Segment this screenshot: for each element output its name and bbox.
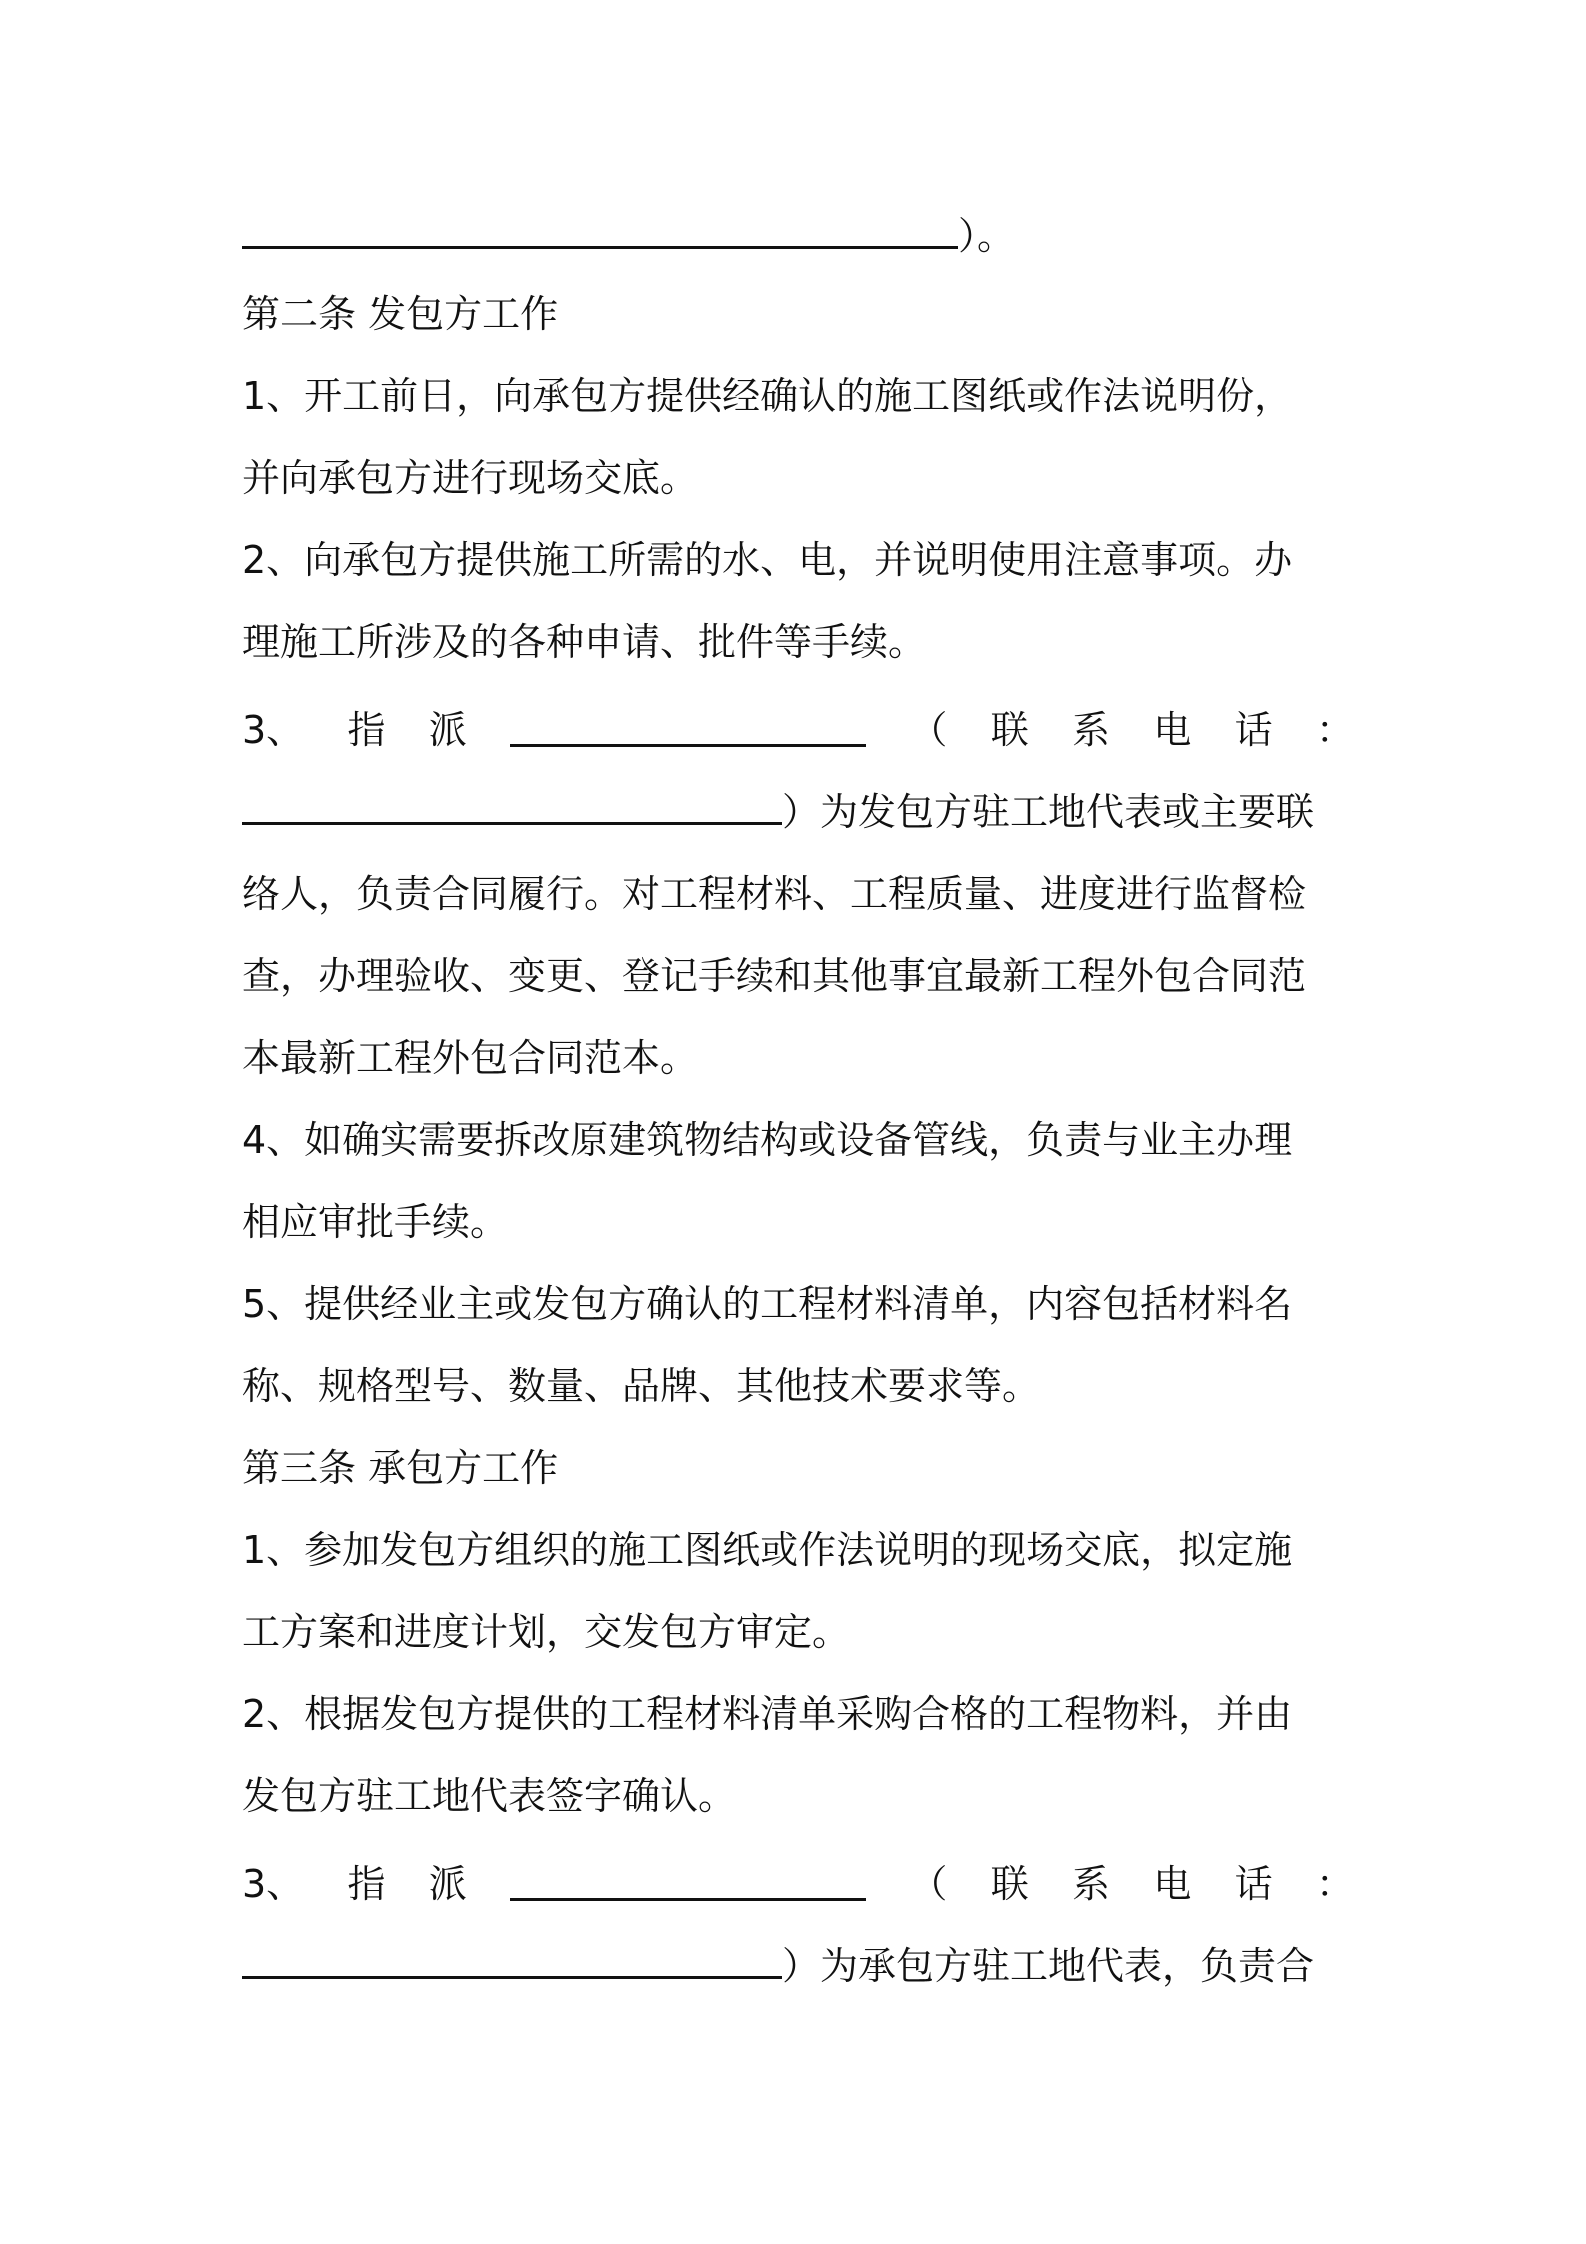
text-line-justified xyxy=(242,1854,1354,1914)
text-line: 工方案和进度计划，交发包方审定。 xyxy=(242,1610,851,1654)
text-line xyxy=(242,1936,1354,1996)
text-line: 理施工所涉及的各种申请、批件等手续。 xyxy=(242,620,927,664)
text-line xyxy=(242,782,1354,842)
open-paren: （ xyxy=(909,708,948,752)
text-line: 1、开工前日，向承包方提供经确认的施工图纸或作法说明份， xyxy=(242,374,1293,418)
word: 系 xyxy=(1072,708,1111,752)
text-line-justified xyxy=(242,700,1354,760)
word: 电 xyxy=(1153,1862,1192,1906)
word: 话 xyxy=(1234,1862,1273,1906)
name-blank xyxy=(510,714,866,747)
text-line: 查，办理验收、变更、登记手续和其他事宜最新工程外包合同范 xyxy=(242,954,1307,998)
text-segment: ）为发包方驻工地代表或主要联 xyxy=(782,790,1315,834)
text-line: 称、规格型号、数量、品牌、其他技术要求等。 xyxy=(242,1364,1041,1408)
item-number: 3、 xyxy=(242,1862,305,1906)
colon: ： xyxy=(1315,708,1354,752)
text-segment: ）为承包方驻工地代表，负责合 xyxy=(782,1944,1315,1988)
open-paren: （ xyxy=(909,1862,948,1906)
name-blank xyxy=(510,1868,866,1901)
word: 话 xyxy=(1234,708,1273,752)
text-line: 5、提供经业主或发包方确认的工程材料清单，内容包括材料名 xyxy=(242,1282,1293,1326)
text-line: 本最新工程外包合同范本。 xyxy=(242,1036,699,1080)
phone-blank xyxy=(242,792,782,825)
word: 派 xyxy=(428,1862,467,1906)
article-3-heading: 第三条 承包方工作 xyxy=(242,1446,559,1490)
fill-in-blank xyxy=(242,216,958,249)
article-2-heading: 第二条 发包方工作 xyxy=(242,292,559,336)
word: 派 xyxy=(428,708,467,752)
text-line: 2、根据发包方提供的工程材料清单采购合格的工程物料，并由 xyxy=(242,1692,1293,1736)
word: 联 xyxy=(990,1862,1029,1906)
text-line xyxy=(242,206,1354,266)
text-line: 相应审批手续。 xyxy=(242,1200,509,1244)
item-number: 3、 xyxy=(242,708,305,752)
phone-blank xyxy=(242,1946,782,1979)
word: 电 xyxy=(1153,708,1192,752)
colon: ： xyxy=(1315,1862,1354,1906)
text-line: 4、如确实需要拆改原建筑物结构或设备管线，负责与业主办理 xyxy=(242,1118,1293,1162)
text-line: 络人，负责合同履行。对工程材料、工程质量、进度进行监督检 xyxy=(242,872,1307,916)
text-line: 1、参加发包方组织的施工图纸或作法说明的现场交底，拟定施 xyxy=(242,1528,1293,1572)
word: 系 xyxy=(1072,1862,1111,1906)
closing-paren: ）。 xyxy=(958,214,1016,258)
text-line: 2、向承包方提供施工所需的水、电，并说明使用注意事项。办 xyxy=(242,538,1293,582)
text-line: 并向承包方进行现场交底。 xyxy=(242,456,699,500)
word: 联 xyxy=(990,708,1029,752)
text-line: 发包方驻工地代表签字确认。 xyxy=(242,1774,737,1818)
word: 指 xyxy=(347,1862,386,1906)
word: 指 xyxy=(347,708,386,752)
